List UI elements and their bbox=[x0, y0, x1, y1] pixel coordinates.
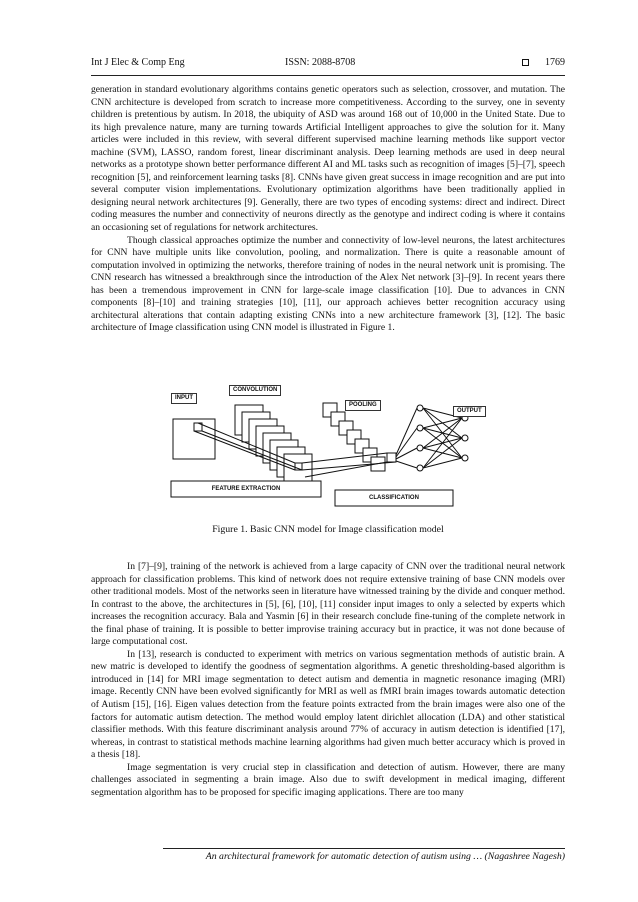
feature-extraction-label: FEATURE EXTRACTION bbox=[211, 486, 281, 492]
output-neurons bbox=[462, 415, 468, 461]
body-text-top bbox=[91, 84, 565, 335]
issn: ISSN: 2088-8708 bbox=[285, 57, 356, 68]
running-header bbox=[91, 57, 565, 73]
pool-kernel bbox=[387, 453, 396, 462]
conv-map-8 bbox=[284, 454, 312, 484]
body-text-bottom bbox=[91, 561, 565, 799]
figure-caption: Figure 1. Basic CNN model for Image classification model bbox=[212, 524, 444, 535]
output-label: OUTPUT bbox=[453, 406, 486, 417]
paragraph: In [13], research is conducted to experiment with metrics on various segmentation methods of autistic brain. A new matric is developed to identify the goodness of segmentation algorithms. A genetic thresholding-based algorithm is introduced in [14] for MRI image segmentation to detect autism and dementia in magnetic resonance imaging (MRI) image. Recently CNN have been evolved significantly for MRI as well as fMRI brain images towards automatic detection of Autism [15], [16]. Eigen values detection from the feature points extracted from the brain images were also one of the factors for automatic autism detection. The method would employ latent dirichlet allocation (LDA) and other statistical classifier methods. With this feature discriminant analysis around 77% of accuracy in autism detection is identified [17], whereas, in contrast to statistical methods machine learning algorithms had given much better accuracy which is proved in a thesis [18]. bbox=[91, 648, 565, 761]
paragraph: Image segmentation is very crucial step in classification and detection of autism. However, there are many challenges associated in segmenting a brain image. Also due to swift development in medical imaging, different segmentation algorithm has to be proposed for specific imaging applications. There are too many bbox=[91, 761, 565, 798]
convolution-label: CONVOLUTION bbox=[229, 385, 281, 396]
page-number-group bbox=[522, 57, 565, 68]
running-footer: An architectural framework for automatic detection of autism using … (Nagashree Nagesh) bbox=[205, 851, 565, 862]
header-rule bbox=[91, 75, 565, 76]
paragraph: generation in standard evolutionary algorithms contains genetic operators such as selection, crossover, and mutation. The CNN architecture is developed from scratch to increase more competitiveness. According to the survey, one in seventy children is pretentious by autism. In 2018, the ubiquity of ASD was around 168 out of 10,000 in the United State. Due to its high prevalence nature, many are turning towards Artificial Intelligent approaches to give the solution for it. Many articles were included in this review, with several different supervised machine learning methods like support vector machine (SVM), LASSO, random forest, linear discriminant analysis. Deep learning methods are used in deep neural networks as a prototype shown better performance different AI and ML tasks such as recognition of images [5]–[7], speech recognition [5], and reinforcement learning tasks [8]. CNNs have given great success in image recognition and are put into several computer vision implementations. Evolutionary optimization algorithms have been traditionally applied in designing neural network architectures [9]. Generally, there are two types of encoding systems: direct and indirect. Direct coding measures the number and connectivity of neurons directly as the genotype and indirect coding is where it contains an occasioning set of regulations for network architectures. bbox=[91, 84, 565, 234]
input-label: INPUT bbox=[171, 393, 197, 404]
classification-label: CLASSIFICATION bbox=[369, 495, 419, 501]
fc-connections bbox=[423, 408, 462, 468]
hidden-neurons bbox=[417, 405, 423, 471]
cnn-architecture-figure bbox=[165, 383, 497, 511]
paragraph: In [7]–[9], training of the network is achieved from a large capacity of CNN over the traditional neural network approach for classification problems. This kind of network does not require extensive training of base CNN models over other traditional models. Most of the networks seen in literature have witnessed training by the divide and conquer method. In contrast to the above, the architectures in [5], [6], [10], [11] consider input images to only a selected by experts which increases the recognition accuracy. Bala and Yasmin [6] in their research conclude fine-tuning of the complete network in the final phase of training. It is possible to better improvise training accuracy but in practice, it was not done because of large computational cost. bbox=[91, 561, 565, 648]
checkbox-square-icon bbox=[522, 59, 529, 66]
journal-name: Int J Elec & Comp Eng bbox=[91, 57, 185, 68]
footer-rule bbox=[163, 848, 565, 849]
page-number: 1769 bbox=[545, 57, 565, 68]
paragraph: Though classical approaches optimize the number and connectivity of low-level neurons, the latest architectures for CNN have multiple units like convolution, pooling, and normalization. There is quite a reasonable amount of computation involved in optimizing the networks, therefore training of nodes in the neural network unit is promising. The CNN research has witnessed a breakthrough since the introduction of the Alex Net network [3]–[9]. In recent years there has been a tremendous improvement in CNN for large-scale image classification [10]. Due to advances in CNN components [8]–[10] and training strategies [10], [11], our approach achieves better recognition accuracy using architectural alterations that contain adapting existing CNNs into a new architecture framework [3], [12]. The basic architecture of Image classification using CNN model is illustrated in Figure 1. bbox=[91, 234, 565, 334]
fc-line bbox=[396, 461, 417, 468]
pooling-label: POOLING bbox=[345, 400, 381, 411]
